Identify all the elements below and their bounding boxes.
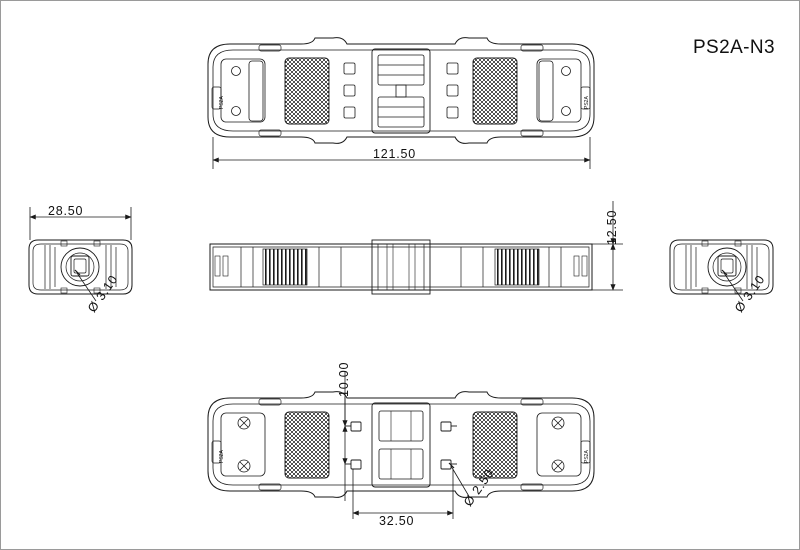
dimension-pin-diameter-text: Ø 2.50 <box>461 466 497 510</box>
tab-mark-top-right: PS2A <box>584 96 590 109</box>
dimension-contact-span-text: 32.50 <box>379 514 415 528</box>
technical-drawing-canvas <box>1 1 800 550</box>
bottom-view-geometry <box>208 392 594 498</box>
part-number-label: PS2A-N3 <box>692 37 775 58</box>
dimension-end-width-text: 28.50 <box>48 204 84 218</box>
tab-mark-top-left: PS2A <box>219 96 225 109</box>
side-view-geometry <box>210 240 592 294</box>
tab-mark-bottom-right: PS2A <box>584 450 590 463</box>
dimension-contact-pitch-text: 10.00 <box>337 361 351 397</box>
tab-mark-bottom-left: PS2A <box>219 450 225 463</box>
top-view-geometry <box>208 38 594 144</box>
dimension-overall-height-text: 12.50 <box>605 209 619 245</box>
dimension-overall-length-text: 121.50 <box>373 147 417 161</box>
dimension-contact-span-horizontal <box>353 469 453 519</box>
dimension-right-hole-diameter-text: Ø 3.10 <box>732 272 768 316</box>
dimension-left-hole-diameter-text: Ø 3.10 <box>85 272 121 316</box>
